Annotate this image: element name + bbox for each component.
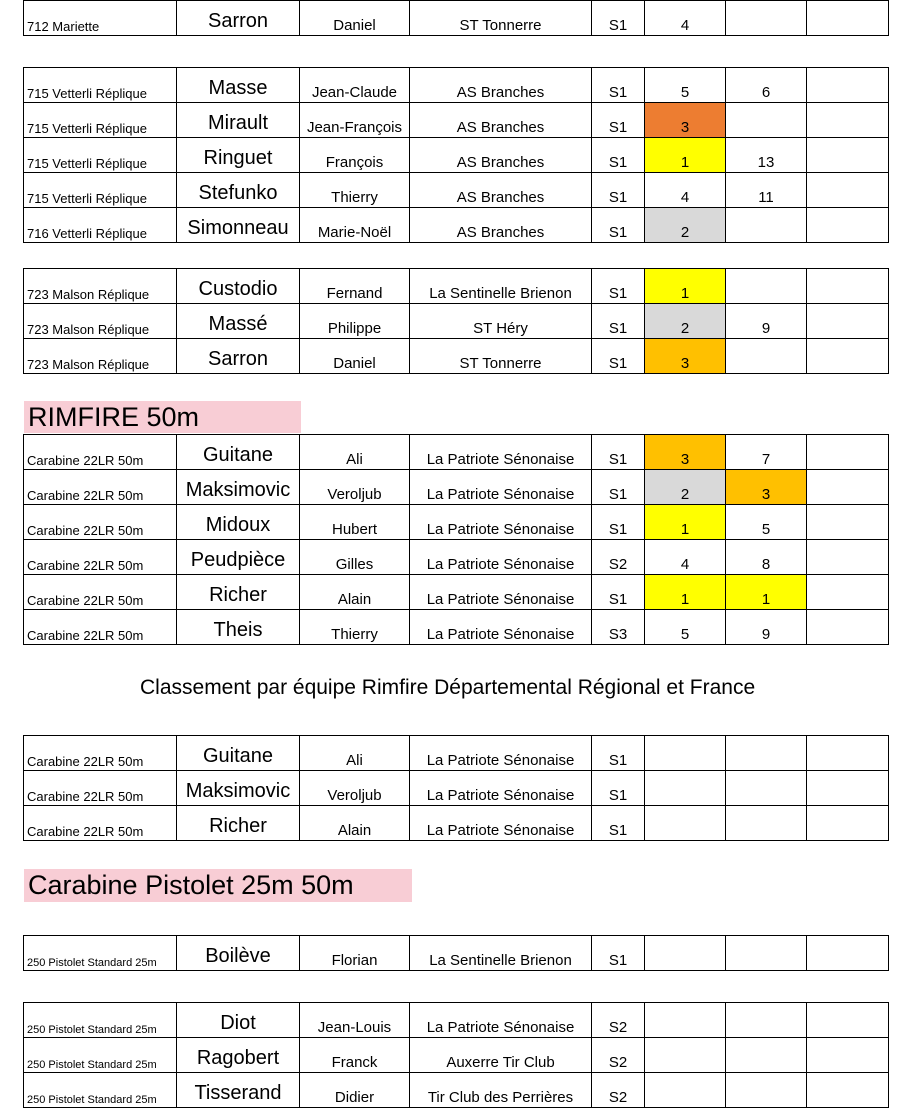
first-name-cell: Jean-François [300,103,410,138]
class-cell: S1 [592,269,645,304]
last-name-cell: Mirault [177,103,300,138]
section-title-rimfire: RIMFIRE 50m [24,401,301,433]
table-row [24,806,889,841]
table-row [24,269,889,304]
result-cell-1: 1 [645,269,726,304]
first-name-cell: Franck [300,1038,410,1073]
club-cell: AS Branches [410,138,592,173]
last-name-cell: Custodio [177,269,300,304]
table-row [24,138,889,173]
results-table [23,1002,889,1108]
result-cell-3 [807,1003,889,1038]
result-cell-3 [807,1038,889,1073]
table-row [24,470,889,505]
result-cell-3 [807,339,889,374]
result-cell-1 [645,936,726,971]
result-cell-1 [645,1038,726,1073]
result-cell-3 [807,610,889,645]
team-ranking-heading: Classement par équipe Rimfire Départemental Régional et France [140,676,756,699]
category-cell: 723 Malson Réplique [24,304,177,339]
class-cell: S2 [592,1073,645,1108]
result-cell-1 [645,1073,726,1108]
last-name-cell: Massé [177,304,300,339]
first-name-cell: Jean-Claude [300,68,410,103]
result-cell-3 [807,304,889,339]
class-cell: S2 [592,1003,645,1038]
club-cell: La Sentinelle Brienon [410,936,592,971]
result-cell-2: 5 [726,505,807,540]
class-cell: S1 [592,470,645,505]
result-cell-3 [807,269,889,304]
team-table [23,735,889,841]
result-cell-3 [807,1,889,36]
result-cell-2: 9 [726,610,807,645]
table-row [24,103,889,138]
last-name-cell: Richer [177,575,300,610]
category-cell: 250 Pistolet Standard 25m [24,1003,177,1038]
last-name-cell: Maksimovic [177,470,300,505]
result-cell-2 [726,736,807,771]
first-name-cell: Daniel [300,339,410,374]
table-row [24,339,889,374]
table-row [24,68,889,103]
category-cell: Carabine 22LR 50m [24,540,177,575]
table-row [24,505,889,540]
class-cell: S1 [592,771,645,806]
class-cell: S1 [592,806,645,841]
first-name-cell: Ali [300,435,410,470]
result-cell-2 [726,103,807,138]
last-name-cell: Boilève [177,936,300,971]
result-cell-1: 3 [645,339,726,374]
result-cell-3 [807,936,889,971]
first-name-cell: Veroljub [300,771,410,806]
table-row [24,304,889,339]
class-cell: S2 [592,540,645,575]
club-cell: La Patriote Sénonaise [410,540,592,575]
table-row [24,540,889,575]
table-row [24,936,889,971]
table-row [24,1073,889,1108]
result-cell-1: 2 [645,470,726,505]
club-cell: AS Branches [410,208,592,243]
club-cell: La Patriote Sénonaise [410,470,592,505]
table-row [24,610,889,645]
class-cell: S1 [592,138,645,173]
last-name-cell: Diot [177,1003,300,1038]
category-cell: Carabine 22LR 50m [24,505,177,540]
last-name-cell: Ragobert [177,1038,300,1073]
class-cell: S1 [592,173,645,208]
first-name-cell: Thierry [300,610,410,645]
result-cell-1 [645,771,726,806]
last-name-cell: Tisserand [177,1073,300,1108]
club-cell: AS Branches [410,68,592,103]
last-name-cell: Guitane [177,736,300,771]
first-name-cell: Alain [300,575,410,610]
last-name-cell: Simonneau [177,208,300,243]
section-title-pistolet: Carabine Pistolet 25m 50m [24,869,412,902]
result-cell-1: 4 [645,173,726,208]
last-name-cell: Richer [177,806,300,841]
category-cell: Carabine 22LR 50m [24,736,177,771]
club-cell: ST Héry [410,304,592,339]
last-name-cell: Sarron [177,339,300,374]
result-cell-1: 2 [645,208,726,243]
category-cell: 723 Malson Réplique [24,339,177,374]
category-cell: Carabine 22LR 50m [24,470,177,505]
result-cell-1: 5 [645,68,726,103]
last-name-cell: Stefunko [177,173,300,208]
category-cell: 715 Vetterli Réplique [24,138,177,173]
club-cell: AS Branches [410,103,592,138]
club-cell: ST Tonnerre [410,1,592,36]
result-cell-2 [726,1,807,36]
result-cell-3 [807,470,889,505]
first-name-cell: Fernand [300,269,410,304]
club-cell: La Patriote Sénonaise [410,610,592,645]
results-table [23,268,889,374]
table-row [24,1038,889,1073]
category-cell: Carabine 22LR 50m [24,435,177,470]
result-cell-1: 5 [645,610,726,645]
category-cell: 250 Pistolet Standard 25m [24,936,177,971]
result-cell-2: 8 [726,540,807,575]
result-cell-1: 2 [645,304,726,339]
result-cell-3 [807,208,889,243]
table-row [24,435,889,470]
result-cell-2: 13 [726,138,807,173]
table-row [24,173,889,208]
category-cell: 250 Pistolet Standard 25m [24,1073,177,1108]
class-cell: S1 [592,1,645,36]
last-name-cell: Midoux [177,505,300,540]
result-cell-3 [807,505,889,540]
category-cell: 715 Vetterli Réplique [24,68,177,103]
club-cell: ST Tonnerre [410,339,592,374]
last-name-cell: Masse [177,68,300,103]
result-cell-3 [807,138,889,173]
club-cell: Tir Club des Perrières [410,1073,592,1108]
result-cell-2 [726,339,807,374]
category-cell: Carabine 22LR 50m [24,575,177,610]
club-cell: La Patriote Sénonaise [410,736,592,771]
result-cell-3 [807,806,889,841]
results-table [23,434,889,645]
result-cell-2 [726,936,807,971]
result-cell-3 [807,1073,889,1108]
result-cell-1: 1 [645,505,726,540]
table-row [24,771,889,806]
table-row [24,1,889,36]
result-cell-2 [726,771,807,806]
class-cell: S1 [592,435,645,470]
club-cell: Auxerre Tir Club [410,1038,592,1073]
category-cell: 715 Vetterli Réplique [24,103,177,138]
class-cell: S1 [592,936,645,971]
result-cell-2 [726,1038,807,1073]
last-name-cell: Ringuet [177,138,300,173]
result-cell-1: 3 [645,103,726,138]
club-cell: AS Branches [410,173,592,208]
result-cell-2 [726,806,807,841]
class-cell: S2 [592,1038,645,1073]
result-cell-2: 11 [726,173,807,208]
result-cell-2: 1 [726,575,807,610]
category-cell: Carabine 22LR 50m [24,806,177,841]
table-row [24,208,889,243]
result-cell-2: 9 [726,304,807,339]
category-cell: 723 Malson Réplique [24,269,177,304]
first-name-cell: Marie-Noël [300,208,410,243]
results-table [23,0,889,36]
result-cell-2 [726,208,807,243]
result-cell-1 [645,806,726,841]
first-name-cell: Hubert [300,505,410,540]
first-name-cell: Jean-Louis [300,1003,410,1038]
club-cell: La Patriote Sénonaise [410,435,592,470]
class-cell: S1 [592,103,645,138]
class-cell: S1 [592,736,645,771]
result-cell-3 [807,435,889,470]
first-name-cell: François [300,138,410,173]
last-name-cell: Sarron [177,1,300,36]
result-cell-3 [807,771,889,806]
result-cell-2 [726,269,807,304]
result-cell-1: 4 [645,540,726,575]
result-cell-3 [807,103,889,138]
category-cell: Carabine 22LR 50m [24,771,177,806]
category-cell: 250 Pistolet Standard 25m [24,1038,177,1073]
first-name-cell: Philippe [300,304,410,339]
table-row [24,575,889,610]
first-name-cell: Alain [300,806,410,841]
class-cell: S1 [592,505,645,540]
results-table [23,67,889,243]
last-name-cell: Theis [177,610,300,645]
first-name-cell: Ali [300,736,410,771]
result-cell-2 [726,1073,807,1108]
result-cell-3 [807,540,889,575]
club-cell: La Patriote Sénonaise [410,771,592,806]
category-cell: Carabine 22LR 50m [24,610,177,645]
result-cell-3 [807,575,889,610]
first-name-cell: Thierry [300,173,410,208]
first-name-cell: Didier [300,1073,410,1108]
first-name-cell: Florian [300,936,410,971]
results-table [23,935,889,971]
class-cell: S1 [592,68,645,103]
first-name-cell: Daniel [300,1,410,36]
class-cell: S1 [592,304,645,339]
first-name-cell: Gilles [300,540,410,575]
result-cell-1: 1 [645,575,726,610]
club-cell: La Patriote Sénonaise [410,1003,592,1038]
class-cell: S1 [592,575,645,610]
category-cell: 716 Vetterli Réplique [24,208,177,243]
last-name-cell: Maksimovic [177,771,300,806]
result-cell-1: 3 [645,435,726,470]
result-cell-3 [807,173,889,208]
last-name-cell: Peudpièce [177,540,300,575]
club-cell: La Patriote Sénonaise [410,505,592,540]
result-cell-1: 4 [645,1,726,36]
class-cell: S1 [592,208,645,243]
last-name-cell: Guitane [177,435,300,470]
result-cell-1: 1 [645,138,726,173]
result-cell-1 [645,1003,726,1038]
result-cell-3 [807,736,889,771]
table-row [24,736,889,771]
result-cell-3 [807,68,889,103]
club-cell: La Sentinelle Brienon [410,269,592,304]
club-cell: La Patriote Sénonaise [410,575,592,610]
first-name-cell: Veroljub [300,470,410,505]
result-cell-2: 3 [726,470,807,505]
result-cell-2 [726,1003,807,1038]
table-row [24,1003,889,1038]
category-cell: 715 Vetterli Réplique [24,173,177,208]
category-cell: 712 Mariette [24,1,177,36]
class-cell: S3 [592,610,645,645]
class-cell: S1 [592,339,645,374]
result-cell-1 [645,736,726,771]
result-cell-2: 7 [726,435,807,470]
result-cell-2: 6 [726,68,807,103]
club-cell: La Patriote Sénonaise [410,806,592,841]
